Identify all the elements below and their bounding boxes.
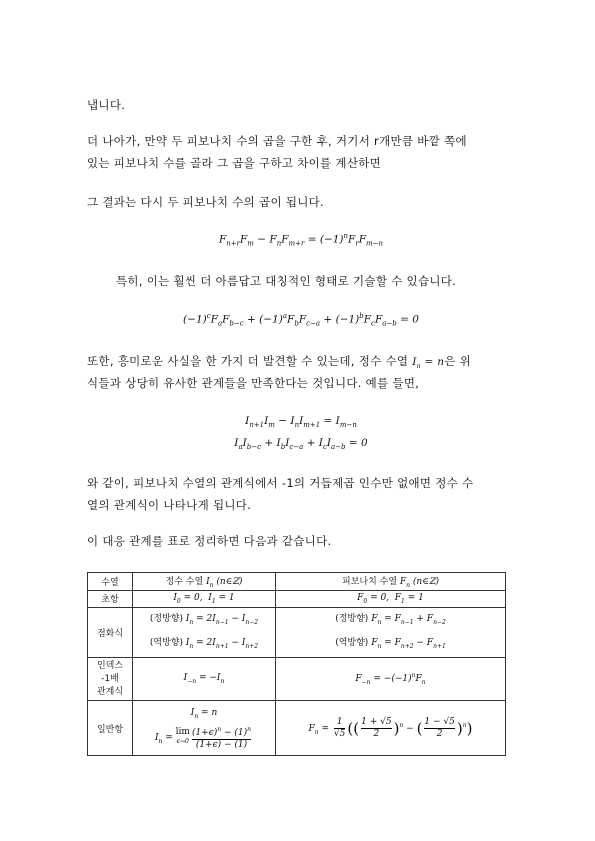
integer-initial: $I_0 = 0$, $I_1 = 1$ — [133, 590, 276, 607]
paragraph-text: 은 위 — [444, 354, 472, 368]
correspondence-table — [87, 572, 506, 756]
integer-general-term: $I_n = n$ $I_n = \lim$ ϵ→0 $\frac{(1+\epsilon)^n - (1)^n}{(1+\epsilon) - (1)}$ — [133, 701, 276, 756]
header-symbol: $I_n$ — [206, 577, 214, 589]
header-label: 피보나치 수열 — [342, 577, 398, 587]
paragraph-line: 있는 피보나치 수를 골라 그 곱을 구하고 차이를 계산하면 — [87, 156, 382, 170]
fibonacci-negation: $F_{-n} = -(-1)^nF_n$ — [276, 658, 506, 701]
direction-label: (역방향) — [149, 637, 183, 648]
equation-symmetric-identity: $(-1)^cF_aF_{b-c} + (-1)^aF_bF_{c-a} + (-1)^bF_cF_{a-b} = 0$ — [183, 312, 419, 328]
paragraph-line: 그 결과는 다시 두 피보나치 수의 곱이 됩니다. — [87, 195, 325, 209]
integer-recurrence: (정방향) $I_n = 2I_{n-1} - I_{n-2}$ (역방향) $I_n = 2I_{n+1} - I_{n+2}$ — [133, 607, 276, 658]
fibonacci-general-term: $F_n$ = $\frac{1}{√5}$ (( $\frac{1 + √5}{2}$ )$^n$ − ( $\frac{1 - √5}{2}$ )$^n$) — [276, 701, 506, 756]
row-label: 일반항 — [88, 701, 133, 756]
fraction: $\frac{(1+\epsilon)^n - (1)^n}{(1+\epsilon) - (1)}$ — [191, 725, 252, 750]
equation-integer-identities: $I_{n+1}I_m - I_nI_{m+1} = I_{m-n}$ $I_aI_{b-c} + I_bI_{c-a} + I_cI_{a-b} = 0$ — [234, 415, 368, 452]
table-header-integer — [133, 573, 276, 591]
paragraph-line: 열의 관계식이 나타나게 됩니다. — [87, 498, 252, 512]
paragraph-line: 식들과 상당히 유사한 관계들을 만족한다는 것입니다. 예를 들면, — [87, 376, 420, 390]
limit-operator: lim ϵ→0 — [175, 727, 190, 746]
row-label: 점화식 — [88, 607, 133, 658]
paragraph-line: 더 나아가, 만약 두 피보나치 수의 곱을 구한 후, 거기서 r개만큼 바깥 쪽에 — [87, 134, 467, 148]
paragraph-continuation: 냅니다. — [87, 98, 126, 112]
row-label-line: 인덱스 — [96, 660, 124, 671]
integer-negation: $I_{-n} = -I_n$ — [133, 658, 276, 701]
paragraph-line: 이 대응 관계를 표로 정리하면 다음과 같습니다. — [87, 534, 332, 548]
direction-label: (정방향) — [149, 613, 183, 624]
direction-label: (역방향) — [335, 637, 369, 648]
paragraph-line: 특히, 이는 훨씬 더 아름답고 대칭적인 형태로 기술할 수 있습니다. — [116, 274, 457, 288]
header-label: 정수 수열 — [165, 577, 204, 587]
table-row-index — [88, 658, 506, 701]
paragraph-text: 또한, 흥미로운 사실을 한 가지 더 발견할 수 있는데, 정수 수열 — [87, 354, 409, 368]
header-symbol: $F_n$ — [399, 577, 411, 589]
table-header-row — [88, 573, 506, 591]
fraction: $\frac{1 + √5}{2}$ — [361, 716, 392, 739]
fraction: $\frac{1}{√5}$ — [333, 716, 346, 739]
row-label-line: 관계식 — [96, 686, 124, 697]
direction-label: (정방향) — [335, 613, 369, 624]
fibonacci-initial: $F_0 = 0$, $F_1 = 1$ — [276, 590, 506, 607]
row-label — [88, 658, 133, 701]
fibonacci-recurrence: (정방향) $F_n = F_{n-1} + F_{n-2}$ (역방향) $F_n = F_{n+2} - F_{n+1}$ — [276, 607, 506, 658]
paragraph-line: 와 같이, 피보나치 수열의 관계식에서 -1의 거듭제곱 인수만 없애면 정수 수 — [87, 476, 474, 490]
header-domain: (n∈ℤ) — [412, 577, 439, 587]
fraction: $\frac{1 - √5}{2}$ — [424, 716, 455, 739]
table-row-recurrence — [88, 607, 506, 658]
table-row-initial — [88, 590, 506, 607]
table-header-sequence: 수열 — [88, 573, 133, 591]
row-label: 초항 — [88, 590, 133, 607]
table-header-fibonacci — [276, 573, 506, 591]
equation-product-identity: $F_{n+r}F_m - F_nF_{m+r} = (-1)^nF_rF_{m-n}$ — [218, 232, 384, 248]
inline-math: $I_n = n$ — [412, 356, 445, 371]
header-domain: (n∈ℤ) — [216, 577, 243, 587]
row-label-line: -1배 — [101, 673, 119, 684]
table-row-general — [88, 701, 506, 756]
